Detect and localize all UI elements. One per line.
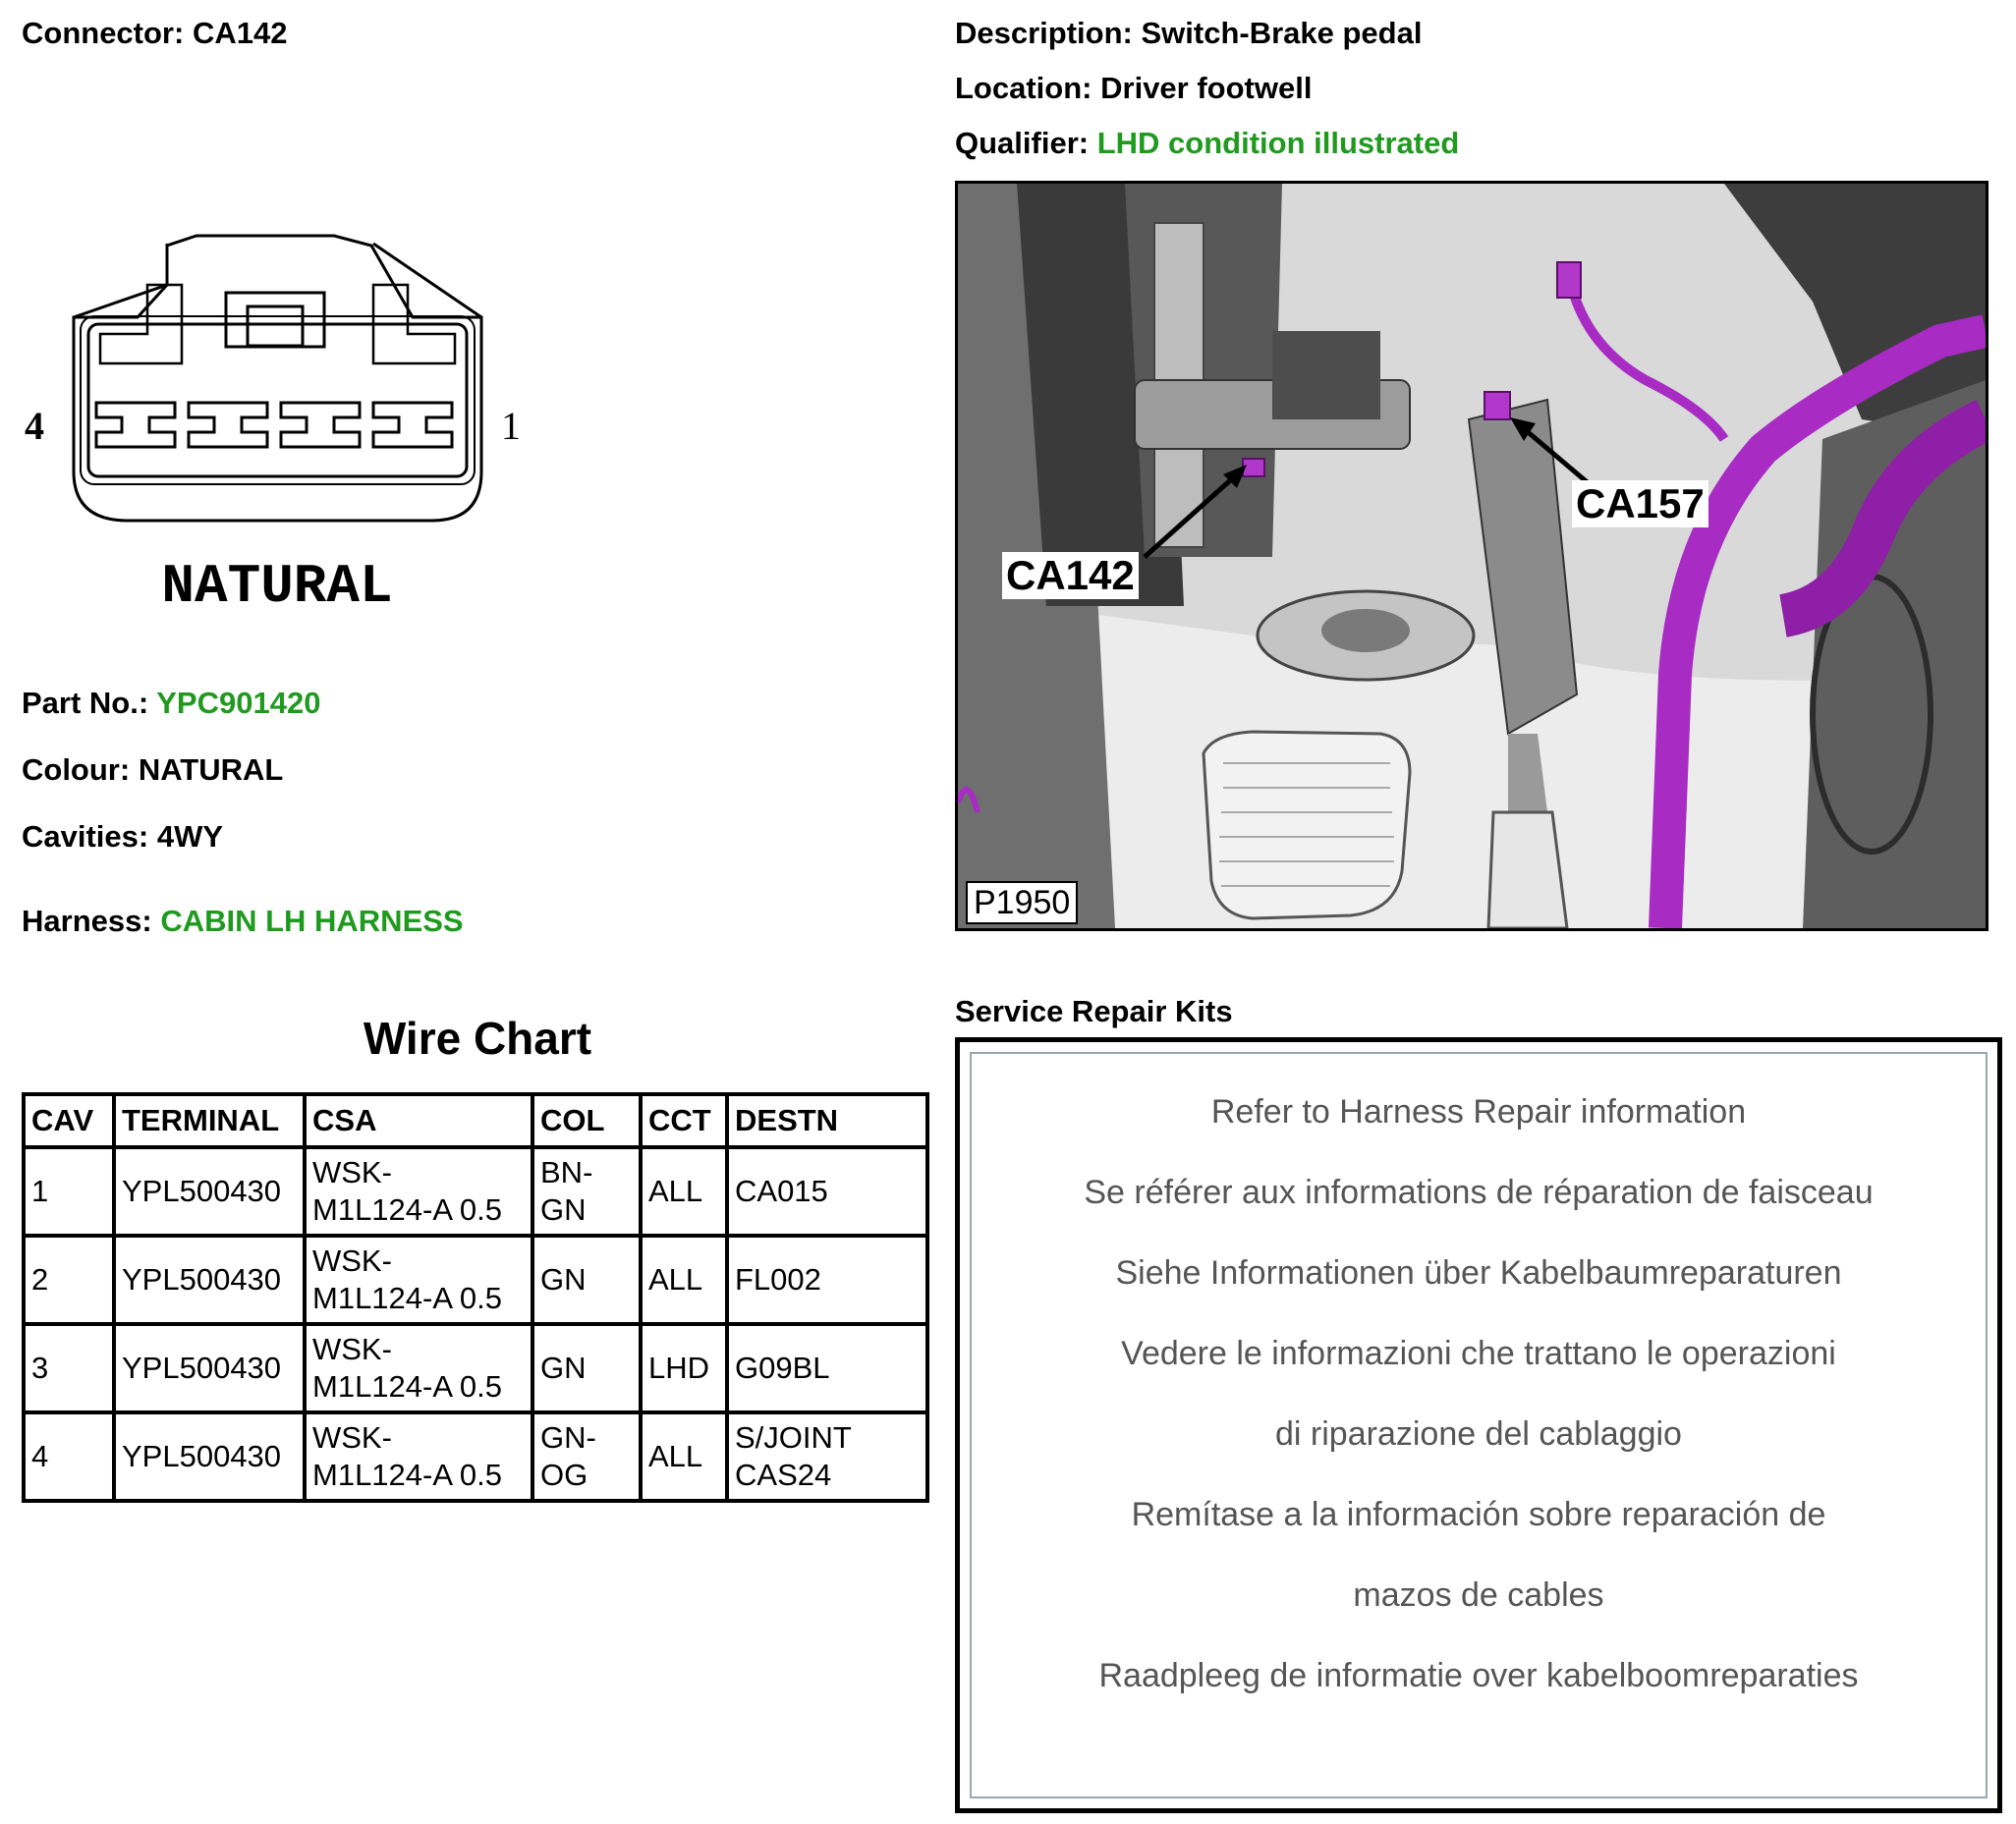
destn-line-1: G09BL	[735, 1351, 830, 1385]
cell-terminal: YPL500430	[114, 1324, 305, 1412]
colour-label: Colour:	[22, 752, 131, 787]
header-csa: CSA	[305, 1094, 532, 1147]
table-row	[24, 1147, 927, 1236]
cell-csa	[305, 1412, 532, 1501]
table-row	[24, 1324, 927, 1412]
table-header-row	[24, 1094, 927, 1147]
callout-ca157-label: CA157	[1572, 480, 1708, 527]
col-line-1: GN	[540, 1351, 587, 1385]
destn-line-2: CAS24	[735, 1458, 832, 1492]
qualifier-row	[955, 126, 1459, 161]
cell-col	[532, 1412, 641, 1501]
connector-heading	[22, 16, 287, 51]
colour-value: NATURAL	[138, 752, 284, 787]
cell-cct: ALL	[641, 1147, 727, 1236]
col-line-1: GN-	[540, 1420, 596, 1455]
cell-destn	[727, 1324, 927, 1412]
cavity-slots	[96, 403, 452, 447]
cell-col	[532, 1324, 641, 1412]
cavity-4	[96, 403, 175, 447]
kit-line-nl: Raadpleeg de informatie over kabelboomreparaties	[1098, 1657, 1859, 1694]
cell-terminal: YPL500430	[114, 1412, 305, 1501]
cavities-row	[22, 819, 223, 855]
col-line-2: GN	[540, 1192, 587, 1227]
part-no-row	[22, 686, 320, 721]
destn-line-1: CA015	[735, 1174, 828, 1208]
colour-row	[22, 752, 283, 788]
csa-line-2: M1L124-A 0.5	[312, 1281, 503, 1315]
connector-face-diagram	[20, 226, 531, 619]
description-value: Switch-Brake pedal	[1141, 16, 1423, 50]
qualifier-label: Qualifier:	[955, 126, 1090, 160]
kit-line-es-2: mazos de cables	[1353, 1576, 1604, 1614]
cell-csa	[305, 1236, 532, 1324]
cell-csa	[305, 1324, 532, 1412]
col-line-1: GN	[540, 1262, 587, 1297]
pin-label-left: 4	[25, 404, 44, 448]
cell-cct: LHD	[641, 1324, 727, 1412]
cell-terminal: YPL500430	[114, 1147, 305, 1236]
cell-cct: ALL	[641, 1412, 727, 1501]
cell-cav: 1	[24, 1147, 114, 1236]
cavity-1	[373, 403, 452, 447]
location-value: Driver footwell	[1100, 71, 1313, 105]
harness-label: Harness:	[22, 904, 152, 938]
service-kits-box	[955, 1037, 2002, 1813]
service-kits-title: Service Repair Kits	[955, 994, 1233, 1028]
cell-destn	[727, 1147, 927, 1236]
pin-label-right: 1	[501, 404, 521, 448]
header-cav: CAV	[24, 1094, 114, 1147]
destn-line-1: FL002	[735, 1262, 821, 1297]
cell-col	[532, 1236, 641, 1324]
cell-col	[532, 1147, 641, 1236]
wire-chart-table	[22, 1092, 929, 1503]
table-row	[24, 1412, 927, 1501]
location-label: Location:	[955, 71, 1092, 105]
csa-line-2: M1L124-A 0.5	[312, 1192, 503, 1227]
col-line-2: OG	[540, 1458, 588, 1492]
kit-line-en: Refer to Harness Repair information	[1210, 1093, 1747, 1131]
kit-line-fr: Se référer aux informations de réparation de faisceau	[1084, 1174, 1874, 1211]
cell-cct: ALL	[641, 1236, 727, 1324]
connector-ca157	[1484, 392, 1510, 419]
cell-csa	[305, 1147, 532, 1236]
header-cct: CCT	[641, 1094, 727, 1147]
cell-cav: 3	[24, 1324, 114, 1412]
cell-terminal: YPL500430	[114, 1236, 305, 1324]
cell-cav: 2	[24, 1236, 114, 1324]
kit-line-it-1: Vedere le informazioni che trattano le operazioni	[1121, 1335, 1836, 1372]
figure-id-label: P1950	[966, 881, 1078, 924]
connector-label: Connector:	[22, 16, 185, 50]
harness-value[interactable]: CABIN LH HARNESS	[160, 904, 464, 938]
table-row	[24, 1236, 927, 1324]
kit-line-it-2: di riparazione del cablaggio	[1275, 1415, 1682, 1453]
cell-destn	[727, 1412, 927, 1501]
location-row	[955, 71, 1312, 106]
header-col: COL	[532, 1094, 641, 1147]
part-no-label: Part No.:	[22, 686, 149, 720]
harness-row	[22, 904, 464, 939]
description-label: Description:	[955, 16, 1133, 50]
csa-line-1: WSK-	[312, 1155, 392, 1189]
part-no-value[interactable]: YPC901420	[156, 686, 321, 720]
header-terminal: TERMINAL	[114, 1094, 305, 1147]
cavity-3	[189, 403, 267, 447]
wire-chart-title: Wire Chart	[363, 1013, 592, 1064]
header-destn: DESTN	[727, 1094, 927, 1147]
service-kits-inner	[970, 1052, 1988, 1798]
connector-ca142	[1243, 459, 1264, 476]
destn-line-1: S/JOINT	[735, 1420, 852, 1455]
cell-cav: 4	[24, 1412, 114, 1501]
location-illustration	[955, 181, 1988, 931]
csa-line-1: WSK-	[312, 1332, 392, 1366]
kit-line-de: Siehe Informationen über Kabelbaumreparaturen	[1115, 1254, 1842, 1292]
face-colour-text: NATURAL	[161, 555, 393, 618]
csa-line-1: WSK-	[312, 1420, 392, 1455]
cavities-label: Cavities:	[22, 819, 149, 854]
description-row	[955, 16, 1422, 51]
connector-ca157-upper	[1557, 262, 1581, 298]
cell-destn	[727, 1236, 927, 1324]
col-line-1: BN-	[540, 1155, 593, 1189]
csa-line-2: M1L124-A 0.5	[312, 1369, 503, 1404]
cavities-value: 4WY	[156, 819, 224, 854]
csa-line-1: WSK-	[312, 1244, 392, 1278]
callout-ca142-label: CA142	[1002, 552, 1139, 599]
connector-value: CA142	[192, 16, 288, 50]
kit-line-es-1: Remítase a la información sobre reparación de	[1131, 1496, 1826, 1533]
csa-line-2: M1L124-A 0.5	[312, 1458, 503, 1492]
qualifier-value[interactable]: LHD condition illustrated	[1096, 126, 1460, 160]
cavity-2	[281, 403, 360, 447]
